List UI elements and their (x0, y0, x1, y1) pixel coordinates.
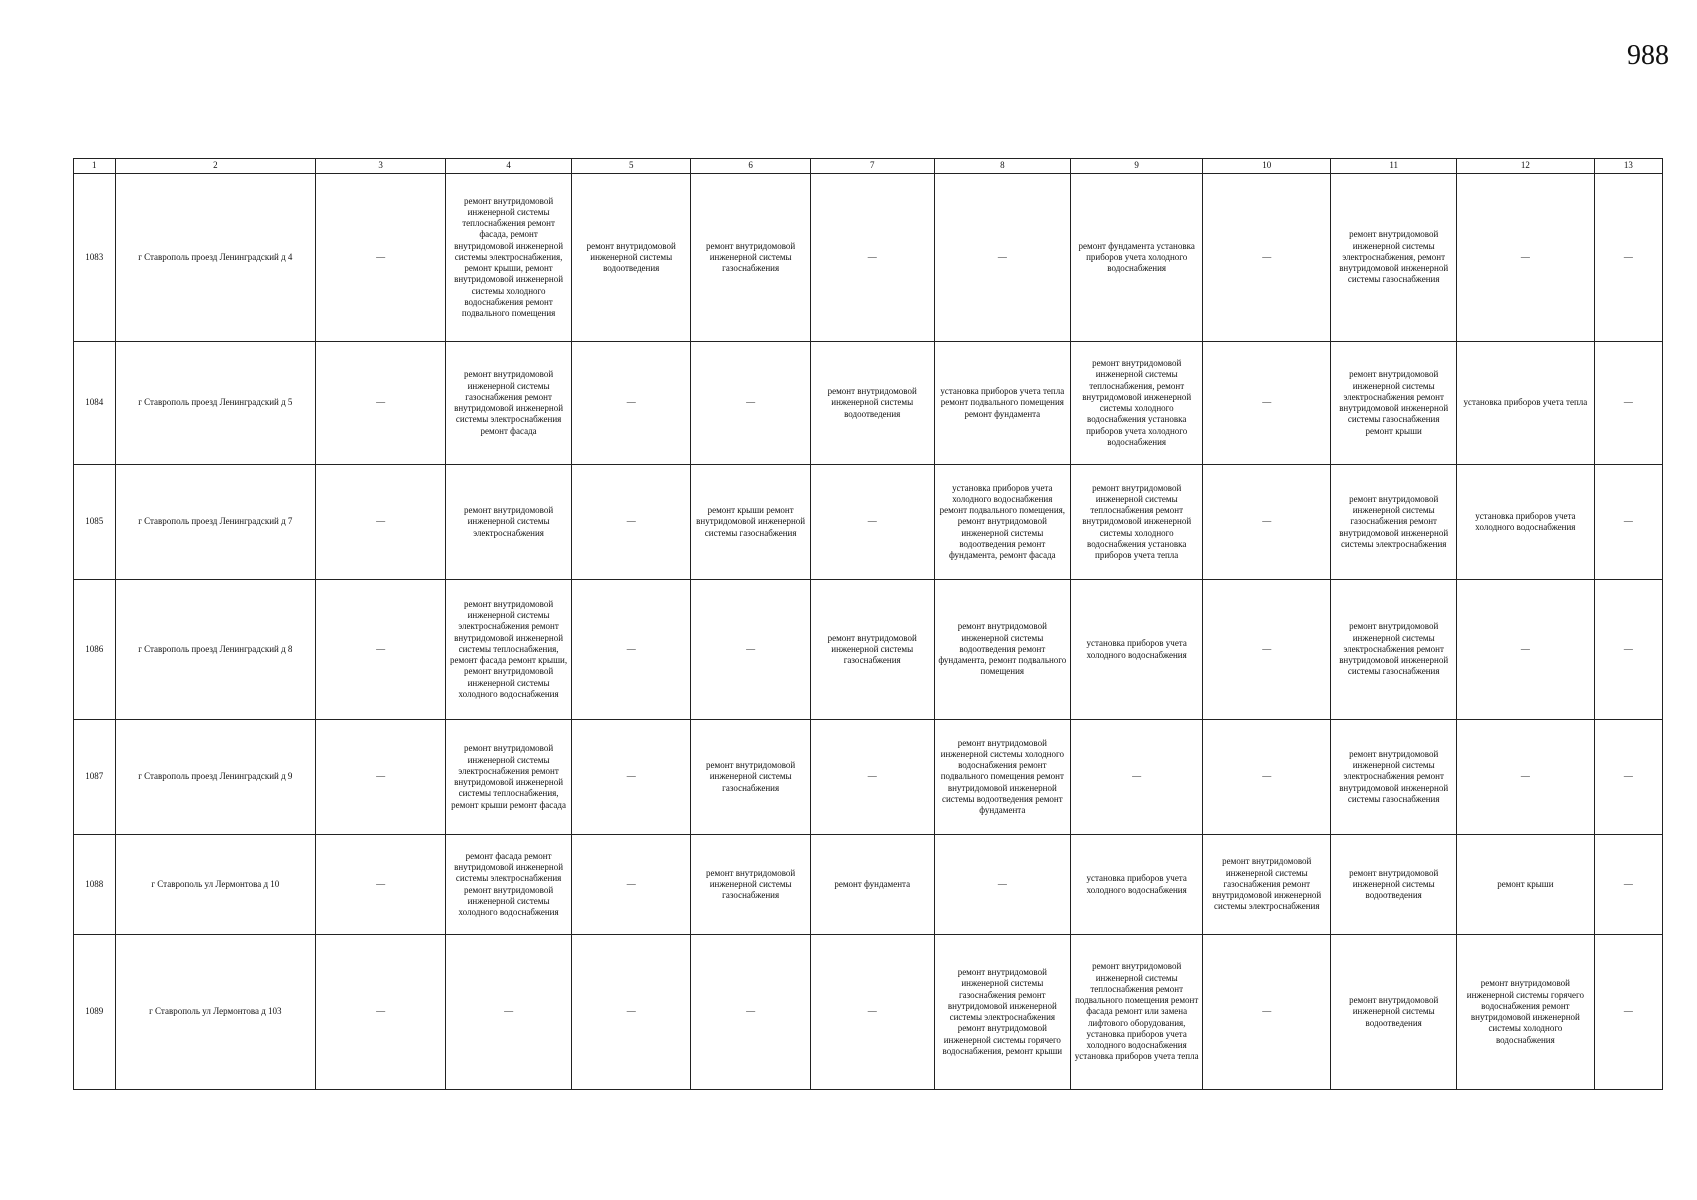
work-cell: ремонт внутридомовой инженерной системы водоотведения (1331, 835, 1457, 935)
row-number: 1083 (74, 174, 116, 342)
page-number: 988 (1627, 40, 1669, 71)
column-header: 11 (1331, 159, 1457, 174)
work-cell: — (446, 935, 572, 1090)
work-cell: ремонт внутридомовой инженерной системы газоснабжения (810, 580, 934, 720)
work-cell: — (1071, 720, 1203, 835)
table-row (74, 465, 1663, 580)
work-cell: ремонт фасада ремонт внутридомовой инженерной системы электроснабжения ремонт внутридомовой инженерной системы холодного водоснабжения (446, 835, 572, 935)
column-header: 12 (1457, 159, 1595, 174)
repair-schedule-table (73, 158, 1663, 1090)
work-cell: ремонт внутридомовой инженерной системы электроснабжения ремонт внутридомовой инженерной системы газоснабжения (1331, 720, 1457, 835)
work-cell: — (1594, 720, 1662, 835)
column-header: 9 (1071, 159, 1203, 174)
work-cell: — (934, 835, 1071, 935)
work-cell: — (1203, 342, 1331, 465)
row-number: 1087 (74, 720, 116, 835)
work-cell: ремонт внутридомовой инженерной системы водоотведения ремонт фундамента, ремонт подвального помещения (934, 580, 1071, 720)
row-number: 1085 (74, 465, 116, 580)
work-cell: установка приборов учета холодного водоснабжения ремонт подвального помещения, ремонт внутридомовой инженерной системы водоотведения ремонт фундамента, ремонт фасада (934, 465, 1071, 580)
work-cell: установка приборов учета тепла ремонт подвального помещения ремонт фундамента (934, 342, 1071, 465)
address-cell: г Ставрополь проезд Ленинградский д 9 (115, 720, 315, 835)
work-cell: ремонт внутридомовой инженерной системы водоотведения (571, 174, 690, 342)
work-cell: — (571, 465, 690, 580)
work-cell: — (316, 935, 446, 1090)
work-cell: — (1457, 174, 1595, 342)
work-cell: ремонт внутридомовой инженерной системы газоснабжения (691, 720, 810, 835)
work-cell: ремонт внутридомовой инженерной системы водоотведения (810, 342, 934, 465)
work-cell: — (571, 342, 690, 465)
work-cell: установка приборов учета холодного водоснабжения (1071, 835, 1203, 935)
work-cell: — (810, 935, 934, 1090)
row-number: 1089 (74, 935, 116, 1090)
table-row (74, 174, 1663, 342)
work-cell: ремонт фундамента (810, 835, 934, 935)
work-cell: — (691, 580, 810, 720)
address-cell: г Ставрополь проезд Ленинградский д 8 (115, 580, 315, 720)
address-cell: г Ставрополь ул Лермонтова д 10 (115, 835, 315, 935)
work-cell: ремонт внутридомовой инженерной системы электроснабжения, ремонт внутридомовой инженерной системы газоснабжения (1331, 174, 1457, 342)
work-cell: — (1594, 465, 1662, 580)
work-cell: ремонт внутридомовой инженерной системы газоснабжения ремонт внутридомовой инженерной системы электроснабжения (1203, 835, 1331, 935)
work-cell: ремонт внутридомовой инженерной системы электроснабжения ремонт внутридомовой инженерной системы теплоснабжения, ремонт фасада ремонт крыши, ремонт внутридомовой инженерной системы холодного водоснабжения (446, 580, 572, 720)
address-cell: г Ставрополь проезд Ленинградский д 4 (115, 174, 315, 342)
work-cell: — (316, 835, 446, 935)
work-cell: ремонт внутридомовой инженерной системы электроснабжения ремонт внутридомовой инженерной системы теплоснабжения, ремонт крыши ремонт фасада (446, 720, 572, 835)
work-cell: ремонт внутридомовой инженерной системы газоснабжения (691, 835, 810, 935)
column-header: 4 (446, 159, 572, 174)
work-cell: ремонт внутридомовой инженерной системы газоснабжения (691, 174, 810, 342)
table-row (74, 720, 1663, 835)
work-cell: — (1203, 580, 1331, 720)
work-cell: ремонт внутридомовой инженерной системы водоотведения (1331, 935, 1457, 1090)
column-header: 5 (571, 159, 690, 174)
work-cell: — (1594, 342, 1662, 465)
work-cell: — (1203, 174, 1331, 342)
work-cell: — (316, 580, 446, 720)
work-cell: — (1594, 835, 1662, 935)
work-cell: ремонт внутридомовой инженерной системы теплоснабжения ремонт подвального помещения ремонт фасада ремонт или замена лифтового оборудования, установка приборов учета холодного водоснабжения установка приборов учета тепла (1071, 935, 1203, 1090)
work-cell: — (571, 580, 690, 720)
work-cell: — (316, 465, 446, 580)
table-row (74, 935, 1663, 1090)
work-cell: установка приборов учета холодного водоснабжения (1457, 465, 1595, 580)
column-header: 6 (691, 159, 810, 174)
work-cell: установка приборов учета холодного водоснабжения (1071, 580, 1203, 720)
work-cell: — (810, 465, 934, 580)
work-cell: ремонт фундамента установка приборов учета холодного водоснабжения (1071, 174, 1203, 342)
work-cell: — (571, 935, 690, 1090)
column-header: 1 (74, 159, 116, 174)
work-cell: ремонт внутридомовой инженерной системы холодного водоснабжения ремонт подвального помещения ремонт внутридомовой инженерной системы водоотведения ремонт фундамента (934, 720, 1071, 835)
work-cell: — (1594, 580, 1662, 720)
row-number: 1086 (74, 580, 116, 720)
work-cell: — (316, 720, 446, 835)
work-cell: — (316, 342, 446, 465)
work-cell: — (1203, 465, 1331, 580)
table-row (74, 342, 1663, 465)
work-cell: — (810, 720, 934, 835)
work-cell: — (1457, 720, 1595, 835)
work-cell: — (316, 174, 446, 342)
work-cell: — (1203, 935, 1331, 1090)
work-cell: ремонт внутридомовой инженерной системы горячего водоснабжения ремонт внутридомовой инженерной системы холодного водоснабжения (1457, 935, 1595, 1090)
work-cell: — (1594, 935, 1662, 1090)
column-header: 8 (934, 159, 1071, 174)
work-cell: — (691, 935, 810, 1090)
column-header: 10 (1203, 159, 1331, 174)
work-cell: ремонт внутридомовой инженерной системы электроснабжения ремонт внутридомовой инженерной системы газоснабжения ремонт крыши (1331, 342, 1457, 465)
work-cell: — (571, 720, 690, 835)
work-cell: ремонт внутридомовой инженерной системы электроснабжения ремонт внутридомовой инженерной системы газоснабжения (1331, 580, 1457, 720)
column-header: 13 (1594, 159, 1662, 174)
work-cell: ремонт крыши (1457, 835, 1595, 935)
work-cell: — (1203, 720, 1331, 835)
address-cell: г Ставрополь проезд Ленинградский д 7 (115, 465, 315, 580)
work-cell: ремонт внутридомовой инженерной системы теплоснабжения ремонт фасада, ремонт внутридомовой инженерной системы электроснабжения, ремонт крыши, ремонт внутридомовой инженерной системы холодного водоснабжения ремонт подвального помещения (446, 174, 572, 342)
work-cell: — (934, 174, 1071, 342)
work-cell: ремонт внутридомовой инженерной системы газоснабжения ремонт внутридомовой инженерной системы электроснабжения (1331, 465, 1457, 580)
table-body (74, 174, 1663, 1090)
work-cell: — (810, 174, 934, 342)
work-cell: — (1457, 580, 1595, 720)
work-cell: — (1594, 174, 1662, 342)
address-cell: г Ставрополь ул Лермонтова д 103 (115, 935, 315, 1090)
column-header: 7 (810, 159, 934, 174)
column-number-row (74, 159, 1663, 174)
row-number: 1084 (74, 342, 116, 465)
work-cell: ремонт крыши ремонт внутридомовой инженерной системы газоснабжения (691, 465, 810, 580)
work-cell: ремонт внутридомовой инженерной системы теплоснабжения, ремонт внутридомовой инженерной системы холодного водоснабжения установка приборов учета холодного водоснабжения (1071, 342, 1203, 465)
work-cell: — (571, 835, 690, 935)
address-cell: г Ставрополь проезд Ленинградский д 5 (115, 342, 315, 465)
work-cell: ремонт внутридомовой инженерной системы газоснабжения ремонт внутридомовой инженерной системы электроснабжения ремонт фасада (446, 342, 572, 465)
column-header: 3 (316, 159, 446, 174)
column-header: 2 (115, 159, 315, 174)
work-cell: — (691, 342, 810, 465)
table-row (74, 580, 1663, 720)
work-cell: установка приборов учета тепла (1457, 342, 1595, 465)
table-row (74, 835, 1663, 935)
row-number: 1088 (74, 835, 116, 935)
work-cell: ремонт внутридомовой инженерной системы теплоснабжения ремонт внутридомовой инженерной системы холодного водоснабжения установка приборов учета тепла (1071, 465, 1203, 580)
work-cell: ремонт внутридомовой инженерной системы электроснабжения (446, 465, 572, 580)
work-cell: ремонт внутридомовой инженерной системы газоснабжения ремонт внутридомовой инженерной системы электроснабжения ремонт внутридомовой инженерной системы горячего водоснабжения, ремонт крыши (934, 935, 1071, 1090)
